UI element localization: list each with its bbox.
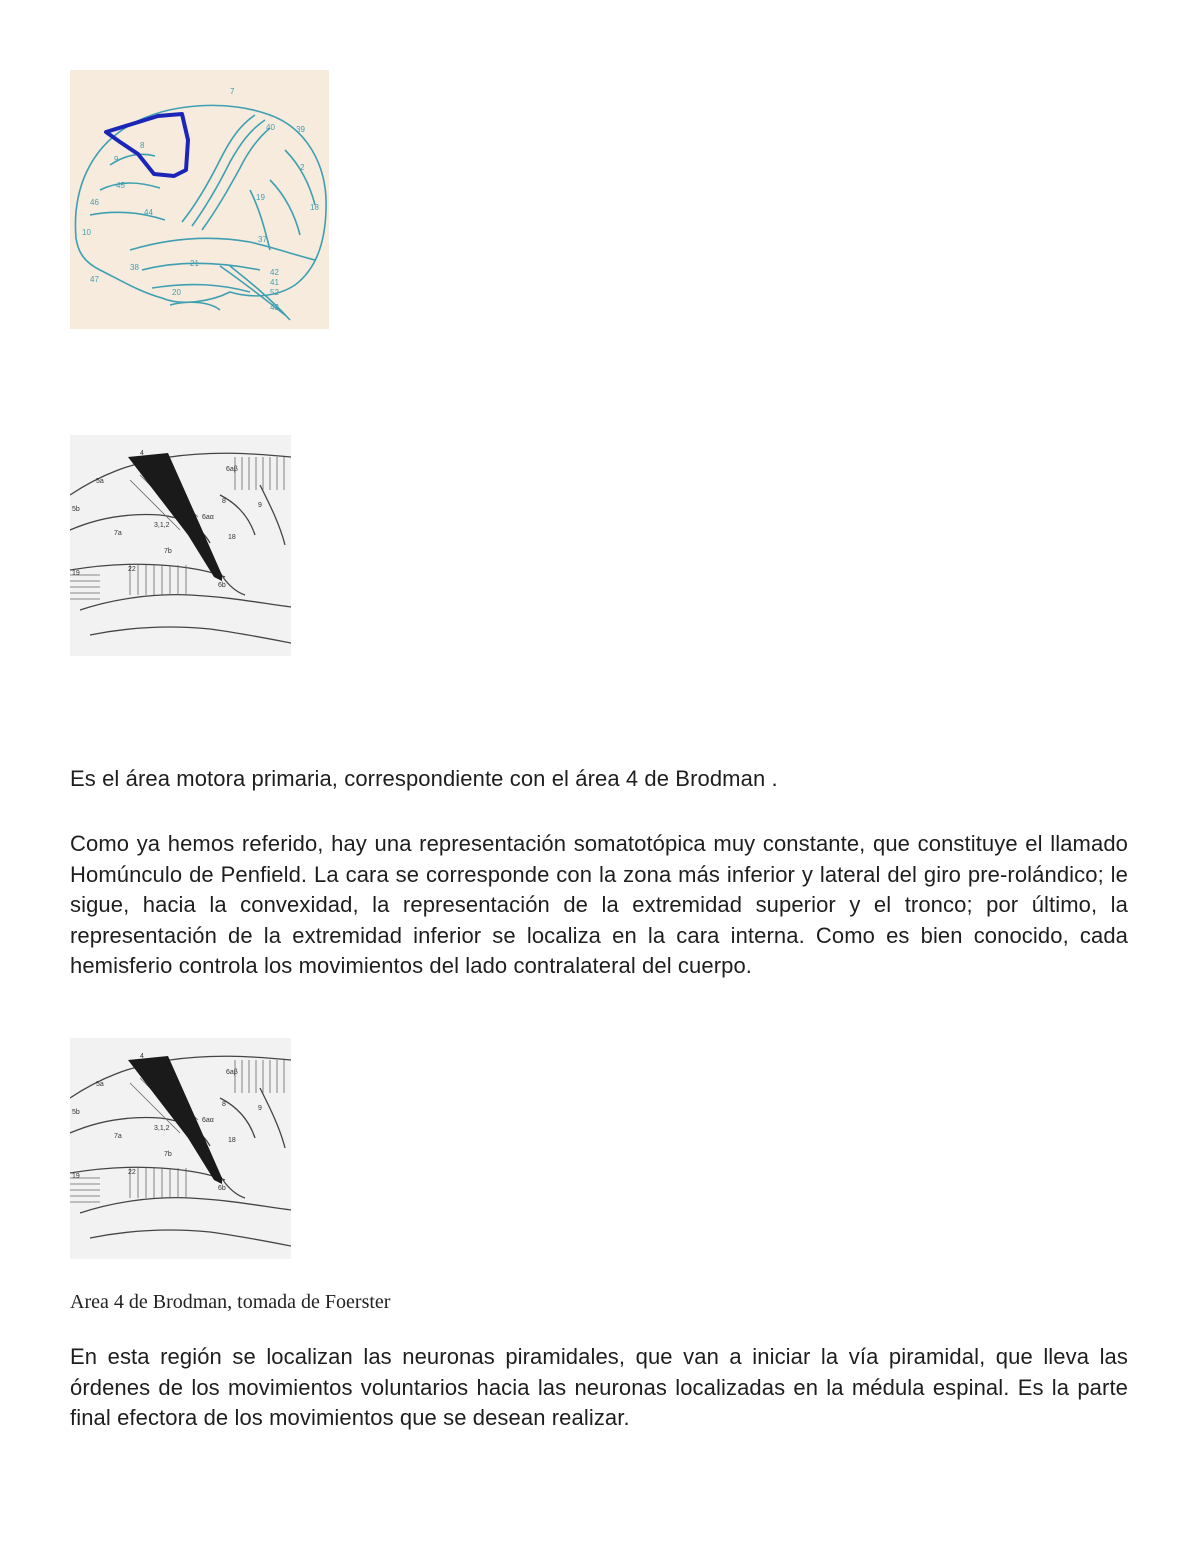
svg-text:37: 37 — [258, 235, 267, 244]
svg-text:47: 47 — [90, 275, 99, 284]
figure-background — [70, 70, 329, 329]
paragraph-pyramidal: En esta región se localizan las neuronas piramidales, que van a iniciar la vía piramidal, que lleva las órdenes de los movimientos voluntarios hacia las neuronas localizadas en la médula espinal. Es la parte final efectora de los movimientos que se desean realizar. — [70, 1344, 1128, 1430]
svg-text:19: 19 — [256, 193, 265, 202]
svg-text:8: 8 — [222, 498, 226, 505]
svg-text:6aβ: 6aβ — [226, 466, 238, 473]
svg-text:3,1,2: 3,1,2 — [154, 522, 170, 529]
svg-text:8: 8 — [222, 1101, 226, 1108]
svg-text:5a: 5a — [96, 1081, 104, 1088]
svg-text:6aβ: 6aβ — [226, 1069, 238, 1076]
svg-text:18: 18 — [228, 534, 236, 541]
figure-caption: Area 4 de Brodman, tomada de Foerster — [70, 1291, 391, 1313]
svg-text:4: 4 — [140, 1053, 144, 1060]
figure-background — [70, 435, 291, 656]
svg-text:46: 46 — [90, 198, 99, 207]
svg-text:38: 38 — [130, 263, 139, 272]
paragraph-homunculus: Como ya hemos referido, hay una representación somatotópica muy constante, que constituye el llamado Homúnculo de Penfield. La cara se corresponde con la zona más inferior y lateral del giro pre-rolándico; le sigue, hacia la convexidad, la representación de la extremidad superior y el tronco; por último, la representación de la extremidad inferior se localiza en la cara interna. Como es bien conocido, cada hemisferio controla los movimientos del lado contralateral del cuerpo. — [70, 831, 1128, 978]
svg-text:2: 2 — [300, 163, 305, 172]
svg-text:5a: 5a — [96, 478, 104, 485]
svg-text:7b: 7b — [164, 548, 172, 555]
svg-text:6b: 6b — [218, 582, 226, 589]
svg-text:9: 9 — [258, 502, 262, 509]
svg-text:20: 20 — [172, 288, 181, 297]
svg-text:18: 18 — [310, 203, 319, 212]
svg-text:7: 7 — [230, 87, 235, 96]
svg-text:9: 9 — [258, 1105, 262, 1112]
brain-lateral-figure — [70, 70, 329, 329]
svg-text:42: 42 — [270, 268, 279, 277]
paragraph-intro: Es el área motora primaria, correspondiente con el área 4 de Brodman . — [70, 766, 778, 791]
svg-text:43: 43 — [270, 303, 279, 312]
svg-text:6b: 6b — [218, 1185, 226, 1192]
svg-text:40: 40 — [266, 123, 275, 132]
svg-text:39: 39 — [296, 125, 305, 134]
brodman-area4-figure-bottom — [70, 1038, 291, 1259]
svg-text:8: 8 — [140, 141, 145, 150]
svg-text:44: 44 — [144, 208, 153, 217]
svg-text:4: 4 — [140, 450, 144, 457]
svg-text:19: 19 — [72, 1173, 80, 1180]
svg-text:22: 22 — [128, 1169, 136, 1176]
svg-text:5b: 5b — [72, 1109, 80, 1116]
brodman-map-icon — [70, 1038, 291, 1259]
svg-text:21: 21 — [190, 259, 199, 268]
svg-text:18: 18 — [228, 1137, 236, 1144]
brodman-area4-figure-top — [70, 435, 291, 656]
svg-text:22: 22 — [128, 566, 136, 573]
brain-map-icon — [70, 70, 329, 329]
brodman-map-icon — [70, 435, 291, 656]
svg-text:6aα: 6aα — [202, 514, 214, 521]
svg-text:7b: 7b — [164, 1151, 172, 1158]
svg-text:7a: 7a — [114, 1133, 122, 1140]
svg-text:3,1,2: 3,1,2 — [154, 1125, 170, 1132]
figure-background — [70, 1038, 291, 1259]
svg-text:9: 9 — [114, 155, 119, 164]
svg-text:5b: 5b — [72, 506, 80, 513]
svg-text:19: 19 — [72, 570, 80, 577]
svg-text:41: 41 — [270, 278, 279, 287]
svg-text:45: 45 — [116, 181, 125, 190]
svg-text:7a: 7a — [114, 530, 122, 537]
svg-text:6aα: 6aα — [202, 1117, 214, 1124]
svg-text:10: 10 — [82, 228, 91, 237]
svg-text:52: 52 — [270, 288, 279, 297]
